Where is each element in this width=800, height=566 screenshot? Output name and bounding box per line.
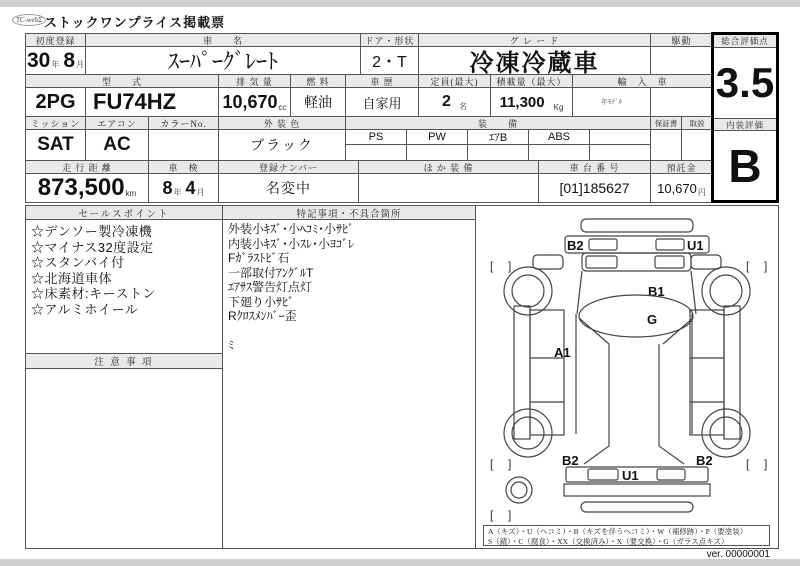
overall-score-label: 総合評価点	[714, 35, 776, 48]
first-reg-month: 8	[63, 48, 76, 72]
first-reg-year-unit: 年	[51, 60, 60, 69]
color-no-value	[148, 129, 219, 161]
mileage-label: 走 行 距 離	[25, 160, 149, 174]
bracket-bottom-left: ]	[508, 508, 512, 522]
import-note: 年ﾓﾃﾞﾙ	[572, 87, 651, 117]
capacity-number: 2	[442, 93, 451, 110]
equipment-cell-empty	[528, 144, 590, 161]
car-name-value: ｽｰﾊﾟｰｸﾞﾚｰﾄ	[85, 46, 361, 75]
center-channel	[584, 344, 684, 464]
front-wheel-right-rim	[710, 275, 742, 307]
page-title: ストックワンプライス掲載票	[44, 15, 226, 30]
model-code-value: FU74HZ	[85, 87, 219, 117]
first-registration-value	[25, 46, 86, 75]
mark-side-left: A1	[554, 345, 571, 360]
equipment-cell-abs: ABS	[528, 129, 590, 145]
equipment-cell-empty	[467, 144, 529, 161]
chassis-number-value: [01]185627	[538, 173, 651, 203]
rear-wheel-left	[504, 409, 552, 457]
mark-rear-center: U1	[622, 468, 639, 483]
equipment-cell-pw: PW	[406, 129, 468, 145]
list-item: 一部取付ｱﾝｸﾞﾙT	[228, 265, 314, 280]
bottom-scan-band	[0, 559, 800, 566]
equipment-label: 装 備	[345, 116, 651, 130]
first-reg-year: 30	[26, 48, 51, 72]
equipment-cell-empty	[406, 144, 468, 161]
aircon-label: エアコン	[85, 116, 149, 130]
mission-label: ミッション	[25, 116, 86, 130]
grade-value: 冷凍冷蔵車	[418, 46, 651, 75]
import-label: 輸 入 車	[572, 74, 713, 88]
spare-tire	[506, 477, 532, 503]
front-wheel-left	[504, 267, 552, 315]
mark-rear-right: B2	[696, 453, 713, 468]
legend-line-2: S（錆）・C（腐食）・XX（交換済み）・X（要交換）・G（ガラス点キズ）	[488, 536, 729, 546]
manual-label: 取説	[681, 116, 713, 130]
list-item: 内装小ｷｽﾞ･小ｽﾚ･小ﾖｺﾞﾚ	[228, 236, 355, 251]
rear-wheel-right-rim	[710, 417, 742, 449]
inspection-label: 車 検	[148, 160, 219, 174]
list-item: 下廻り小ｻﾋﾞ	[228, 294, 295, 309]
front-fender-right	[691, 255, 721, 269]
capacity-label: 定員(最大)	[418, 74, 491, 88]
list-item	[228, 324, 470, 339]
registration-number-label: 登録ナンバー	[218, 160, 359, 174]
version-text: ver. 00000001	[706, 549, 770, 560]
frame-rail-right	[724, 306, 740, 439]
windshield-side-left	[577, 271, 582, 314]
load-label: 積載量（最大）	[490, 74, 573, 88]
bracket-front-left: [	[490, 259, 494, 273]
list-item: ☆アルミホイール	[31, 301, 139, 317]
rear-wheel-right	[702, 409, 750, 457]
list-item: ﾐ	[228, 338, 235, 352]
mark-cab-right: U1	[687, 238, 704, 253]
import-blank-cell	[650, 87, 713, 117]
spare-tire-rim	[511, 482, 527, 498]
mark-rear-left: B2	[562, 453, 579, 468]
front-wheel-left-rim	[512, 275, 544, 307]
bracket-rear-right: [	[746, 457, 750, 471]
rear-bumper	[581, 502, 693, 512]
defects-header: 特記事項・不具合箇所	[222, 205, 476, 220]
color-no-label: カラーNo.	[148, 116, 219, 130]
equipment-cell-empty	[345, 144, 407, 161]
warranty-label: 保証書	[650, 116, 682, 130]
equipment-cell-ps: PS	[345, 129, 407, 145]
inspection-year-unit: 年	[173, 188, 182, 197]
bracket-rear-left: ]	[508, 457, 512, 471]
bracket-front-right: ]	[764, 259, 768, 273]
door-shape-value: 2・T	[360, 46, 419, 75]
bracket-front-right: [	[746, 259, 750, 273]
bracket-rear-left: [	[490, 457, 494, 471]
deposit-value	[650, 173, 713, 203]
history-label: 車 歴	[345, 74, 419, 88]
capacity-value	[418, 87, 491, 117]
side-panel-left	[530, 310, 564, 435]
vehicle-damage-diagram	[476, 206, 777, 547]
other-equipment-value	[358, 173, 539, 203]
load-number: 11,300	[499, 93, 545, 111]
mark-windshield: B1	[648, 284, 665, 299]
cab-floor-right	[663, 318, 693, 344]
interior-score-label: 内装評価	[714, 118, 776, 131]
roof-vent-left	[586, 256, 617, 268]
rear-lamp-right	[657, 469, 685, 480]
exterior-color-label: 外 装 色	[218, 116, 346, 130]
inspection-value	[148, 173, 219, 203]
first-registration-label: 初度登録	[25, 33, 86, 47]
mileage-value	[25, 173, 149, 203]
cab-floor-left	[579, 318, 609, 344]
roof-vent-right	[655, 256, 684, 268]
frame-rail-left	[514, 306, 530, 439]
bracket-bottom-left: [	[490, 508, 494, 522]
inspection-month: 4	[185, 177, 196, 198]
first-reg-month-unit: 月	[76, 60, 85, 69]
list-item: ☆床素材:キーストン	[31, 286, 156, 301]
list-item: ｴｱｻｽ警告灯点灯	[228, 280, 313, 294]
front-bumper	[581, 219, 693, 232]
door-shape-label: ドア・形状	[360, 33, 419, 47]
mark-cab-left: B2	[567, 238, 584, 253]
list-item: Fｶﾞﾗｽﾄﾋﾞ石	[228, 251, 290, 265]
other-equipment-label: ほ か 装 備	[358, 160, 539, 174]
windshield-glass	[579, 295, 693, 337]
list-item: ☆マイナス32度設定	[31, 239, 154, 255]
list-item: Rｸﾛｽﾒﾝﾊﾞｰ歪	[228, 309, 297, 323]
bracket-rear-right: ]	[764, 457, 768, 471]
displacement-value	[218, 87, 291, 117]
drive-value	[650, 46, 713, 75]
displacement-number: 10,670	[222, 91, 278, 112]
list-item: 外装小ｷｽﾞ･小ﾍｺﾐ･小ｻﾋﾞ	[228, 222, 355, 236]
displacement-unit: cc	[278, 103, 287, 112]
interior-score-value: B	[728, 140, 762, 192]
front-wheel-right	[702, 267, 750, 315]
model-code-label: 型 式	[25, 74, 219, 88]
overall-score-value: 3.5	[715, 59, 775, 106]
deposit-label: 預託金	[650, 160, 713, 174]
bracket-front-left: ]	[508, 259, 512, 273]
side-panel-right	[690, 310, 724, 435]
front-fender-left	[533, 255, 563, 269]
list-item: ☆スタンバイ付	[31, 255, 125, 270]
legend-line-1: A（キズ）・U（ヘコミ）・B（キズを伴うヘコミ）・W（補修跡）・P（要塗装）	[488, 527, 748, 536]
mark-glass: G	[647, 312, 658, 327]
car-name-label: 車 名	[85, 33, 361, 47]
load-unit: Kg	[553, 103, 564, 112]
windshield-side-right	[691, 271, 696, 314]
inspection-year: 8	[162, 177, 173, 198]
load-value	[490, 87, 573, 117]
defects-list	[228, 222, 470, 544]
caution-header: 注 意 事 項	[25, 353, 223, 369]
crossmember-lines	[530, 358, 724, 402]
mileage-number: 873,500	[37, 174, 125, 201]
rear-crossmember	[564, 484, 710, 496]
drive-label: 駆動	[650, 33, 713, 47]
history-value: 自家用	[345, 87, 419, 117]
tcweb-logo: TC-webΣ	[12, 14, 46, 26]
damage-legend	[483, 525, 770, 546]
chassis-number-label: 車 台 番 号	[538, 160, 651, 174]
rear-lamp-left	[588, 469, 618, 480]
fuel-label: 燃 料	[290, 74, 346, 88]
mileage-unit: km	[125, 189, 137, 198]
equipment-cell-empty	[589, 144, 651, 161]
deposit-unit: 円	[697, 188, 706, 197]
cab-window-left	[589, 239, 617, 250]
equipment-cell-airbag: ｴｱB	[467, 129, 529, 145]
list-item: ☆北海道車体	[31, 270, 113, 286]
grade-label: グ レ ー ド	[418, 33, 651, 47]
exterior-color-value: ブラック	[218, 129, 346, 161]
model-prefix-value: 2PG	[25, 87, 86, 117]
warranty-value	[650, 129, 682, 161]
mission-value: SAT	[25, 129, 86, 161]
fuel-value: 軽油	[290, 87, 346, 117]
top-scan-band	[0, 0, 800, 7]
deposit-number: 10,670	[657, 180, 697, 196]
list-item: ☆デンソー製冷凍機	[31, 224, 153, 239]
cab-window-right	[656, 239, 684, 250]
score-box	[711, 32, 779, 203]
rear-wheel-left-rim	[512, 417, 544, 449]
registration-number-value: 名変中	[218, 173, 359, 203]
sales-points-header: セールスポイント	[25, 205, 223, 220]
manual-value	[681, 129, 713, 161]
inspection-month-unit: 月	[196, 188, 205, 197]
sales-points-list	[31, 224, 217, 348]
capacity-unit: 名	[458, 102, 467, 111]
equipment-cell-blank	[589, 129, 651, 145]
displacement-label: 排 気 量	[218, 74, 291, 88]
aircon-value: AC	[85, 129, 149, 161]
